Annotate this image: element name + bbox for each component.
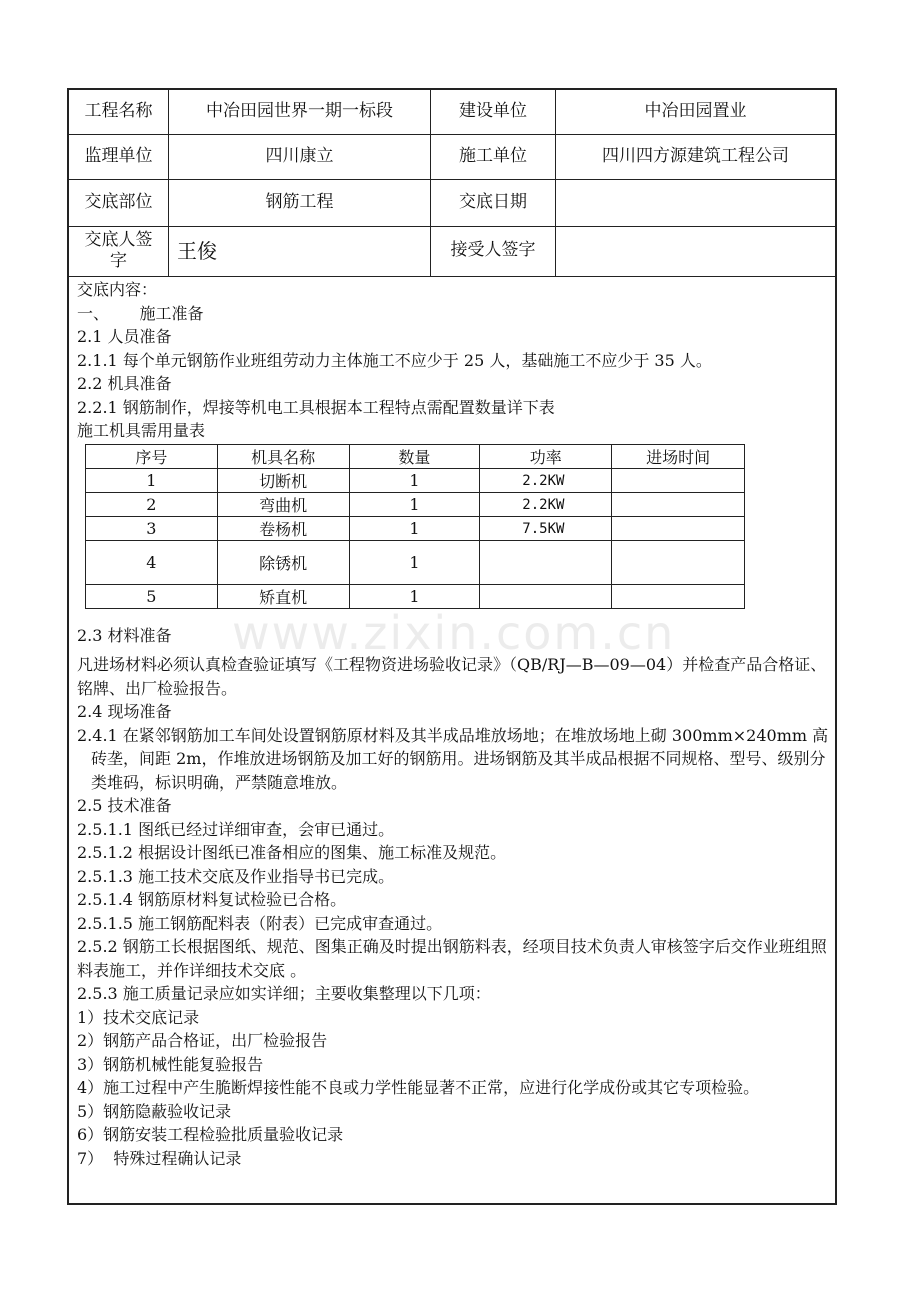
table-cell — [480, 585, 612, 609]
content-line: 2.5.1.5 施工钢筋配料表（附表）已完成审查通过。 — [77, 913, 443, 933]
value-disclosure-date — [556, 179, 835, 226]
table-cell: 1 — [349, 469, 480, 493]
table-cell: 弯曲机 — [217, 493, 349, 517]
content-line: 2.4 现场准备 — [77, 702, 172, 721]
table-cell: 2.2KW — [480, 493, 612, 517]
content-paragraph: 2.5.2 钢筋工长根据图纸、规范、图集正确及时提出钢筋料表，经项目技术负责人审核签字后交作业班组照料表施工，并作详细技术交底 。 — [77, 937, 827, 980]
content-line: 5）钢筋隐蔽验收记录 — [77, 1101, 232, 1121]
table-cell: 1 — [349, 541, 480, 585]
content-line: 2.3 材料准备 — [77, 625, 172, 645]
content-line: 2）钢筋产品合格证，出厂检验报告 — [77, 1031, 328, 1050]
table-cell — [480, 541, 612, 585]
table-cell: 矫直机 — [217, 585, 349, 609]
content-line: 2.5.1.2 根据设计图纸已准备相应的图集、施工标准及规范。 — [77, 843, 507, 862]
table-header-row — [86, 445, 745, 469]
label-receiver-signature: 接受人签字 — [431, 226, 556, 276]
table-cell — [612, 585, 745, 609]
column-header: 数量 — [349, 445, 480, 469]
column-header: 进场时间 — [612, 445, 745, 469]
content-line: 2.5.1.1 图纸已经过详细审查，会审已通过。 — [77, 819, 395, 839]
table-cell: 2 — [86, 493, 218, 517]
content-line: 1）技术交底记录 — [77, 1007, 200, 1027]
table-cell: 1 — [349, 585, 480, 609]
value-supervisor: 四川康立 — [169, 134, 431, 179]
table-row — [86, 541, 745, 585]
label-disclosure-part: 交底部位 — [69, 179, 169, 226]
label-contractor: 施工单位 — [431, 134, 556, 179]
header-row-1 — [69, 90, 835, 135]
content-line: 3）钢筋机械性能复验报告 — [77, 1054, 264, 1074]
label-owner: 建设单位 — [431, 90, 556, 134]
table-cell: 1 — [349, 517, 480, 541]
disclosure-content — [77, 278, 831, 1170]
content-line: 2.5.1.3 施工技术交底及作业指导书已完成。 — [77, 866, 395, 886]
content-line: 施工机具需用量表 — [77, 421, 206, 440]
content-intro: 交底内容： — [77, 280, 158, 299]
value-receiver-signature — [556, 226, 835, 276]
table-cell: 2.2KW — [480, 469, 612, 493]
table-cell: 3 — [86, 517, 218, 541]
content-line: 2.2 机具准备 — [77, 374, 172, 393]
table-cell: 4 — [86, 541, 218, 585]
table-row — [86, 585, 745, 609]
table-cell — [612, 517, 745, 541]
table-cell: 5 — [86, 585, 218, 609]
header-row-2 — [69, 134, 835, 180]
disclosure-form — [67, 88, 837, 1205]
label-supervisor: 监理单位 — [69, 134, 169, 179]
value-disclosure-part: 钢筋工程 — [169, 179, 431, 226]
content-line: 6）钢筋安装工程检验批质量验收记录 — [77, 1125, 344, 1144]
table-cell: 1 — [349, 493, 480, 517]
header-row-4 — [69, 226, 835, 277]
value-discloser-signature: 王俊 — [169, 226, 431, 276]
header-row-3 — [69, 179, 835, 227]
value-project-name: 中冶田园世界一期一标段 — [169, 90, 431, 134]
content-line: 2.5.3 施工质量记录应如实详细；主要收集整理以下几项： — [77, 984, 491, 1003]
content-paragraph: 2.4.1 在紧邻钢筋加工车间处设置钢筋原材料及其半成品堆放场地；在堆放场地上砌 300mm×240mm 高砖垄，间距 2m，作堆放进场钢筋及加工好的钢筋用。进场钢筋及其半成品根据不同规格、型号、级别分类堆码，标识明确，严禁随意堆放。 — [77, 725, 829, 792]
content-line: 2.1 人员准备 — [77, 327, 172, 346]
table-row — [86, 469, 745, 493]
value-owner: 中冶田园置业 — [644, 101, 747, 122]
label-project-name: 工程名称 — [69, 90, 169, 134]
table-cell: 1 — [86, 469, 218, 493]
table-cell — [612, 493, 745, 517]
value-contractor: 四川四方源建筑工程公司 — [602, 145, 789, 166]
watermark: www.zixin.com.cn — [232, 606, 676, 660]
table-cell — [612, 541, 745, 585]
content-line: 2.5.1.4 钢筋原材料复试检验已合格。 — [77, 890, 347, 909]
content-line: 7） 特殊过程确认记录 — [77, 1148, 242, 1168]
column-header: 机具名称 — [217, 445, 349, 469]
column-header: 序号 — [86, 445, 218, 469]
content-line: 2.2.1 钢筋制作，焊接等机电工具根据本工程特点需配置数量详下表 — [77, 397, 555, 417]
table-row — [86, 517, 745, 541]
content-paragraph: 4）施工过程中产生脆断焊接性能不良或力学性能显著不正常，应进行化学成份或其它专项检验。 — [77, 1078, 760, 1097]
label-discloser-signature: 交底人签字 — [69, 226, 169, 276]
content-line: 2.1.1 每个单元钢筋作业班组劳动力主体施工不应少于 25 人，基础施工不应少于 35 人。 — [77, 350, 712, 370]
table-cell: 卷杨机 — [217, 517, 349, 541]
content-paragraph: 凡进场材料必须认真检查验证填写《工程物资进场验收记录》（QB/RJ—B—09—04）并检查产品合格证、铭牌、出厂检验报告。 — [77, 655, 827, 698]
label-disclosure-date: 交底日期 — [431, 179, 556, 226]
table-row — [86, 493, 745, 517]
column-header: 功率 — [480, 445, 612, 469]
table-cell: 切断机 — [217, 469, 349, 493]
table-cell: 7.5KW — [480, 517, 612, 541]
content-line: 一、 施工准备 — [77, 303, 204, 323]
table-cell — [612, 469, 745, 493]
content-line: 2.5 技术准备 — [77, 796, 172, 815]
equipment-table — [85, 444, 745, 609]
table-cell: 除锈机 — [217, 541, 349, 585]
